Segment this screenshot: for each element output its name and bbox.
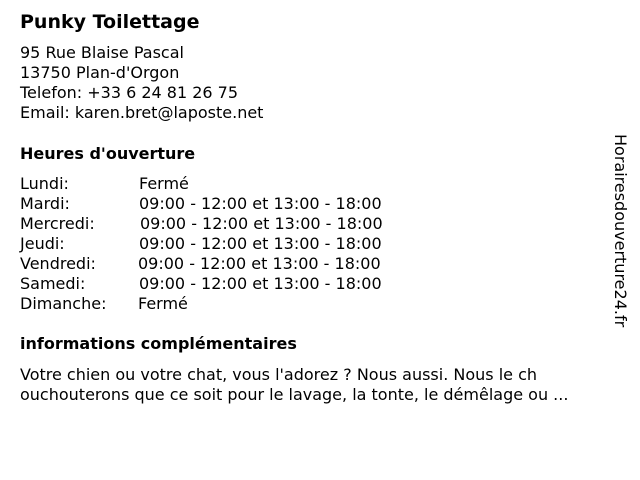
street-address: 95 Rue Blaise Pascal [20,43,184,62]
time-value: Fermé [139,174,189,193]
description-line: ouchouterons que ce soit pour le lavage, la tonte, le démêlage ou ... [20,385,569,404]
day-label: Dimanche: [20,294,107,313]
time-value: Fermé [138,294,188,313]
time-value: 09:00 - 12:00 et 13:00 - 18:00 [139,274,382,293]
description-line: Votre chien ou votre chat, vous l'adorez ? Nous aussi. Nous le ch [20,365,537,384]
opening-hours-heading: Heures d'ouverture [20,144,196,163]
day-label: Samedi: [20,274,86,293]
city-address: 13750 Plan-d'Orgon [20,63,180,82]
additional-info-text [20,365,568,405]
day-label: Vendredi: [20,254,96,273]
phone-number: Telefon: +33 6 24 81 26 75 [20,83,239,102]
site-watermark: Horairesdouverture24.fr [611,134,630,328]
time-value: 09:00 - 12:00 et 13:00 - 18:00 [138,254,381,273]
day-label: Lundi: [20,174,69,193]
day-label: Jeudi: [20,234,65,253]
additional-info-heading: informations complémentaires [20,334,297,353]
day-label: Mardi: [20,194,70,213]
business-name: Punky Toilettage [20,11,200,33]
email-address: Email: karen.bret@laposte.net [20,103,264,122]
time-value: 09:00 - 12:00 et 13:00 - 18:00 [139,234,382,253]
time-value: 09:00 - 12:00 et 13:00 - 18:00 [139,194,382,213]
day-label: Mercredi: [20,214,95,233]
contact-block [20,43,263,123]
time-value: 09:00 - 12:00 et 13:00 - 18:00 [140,214,383,233]
